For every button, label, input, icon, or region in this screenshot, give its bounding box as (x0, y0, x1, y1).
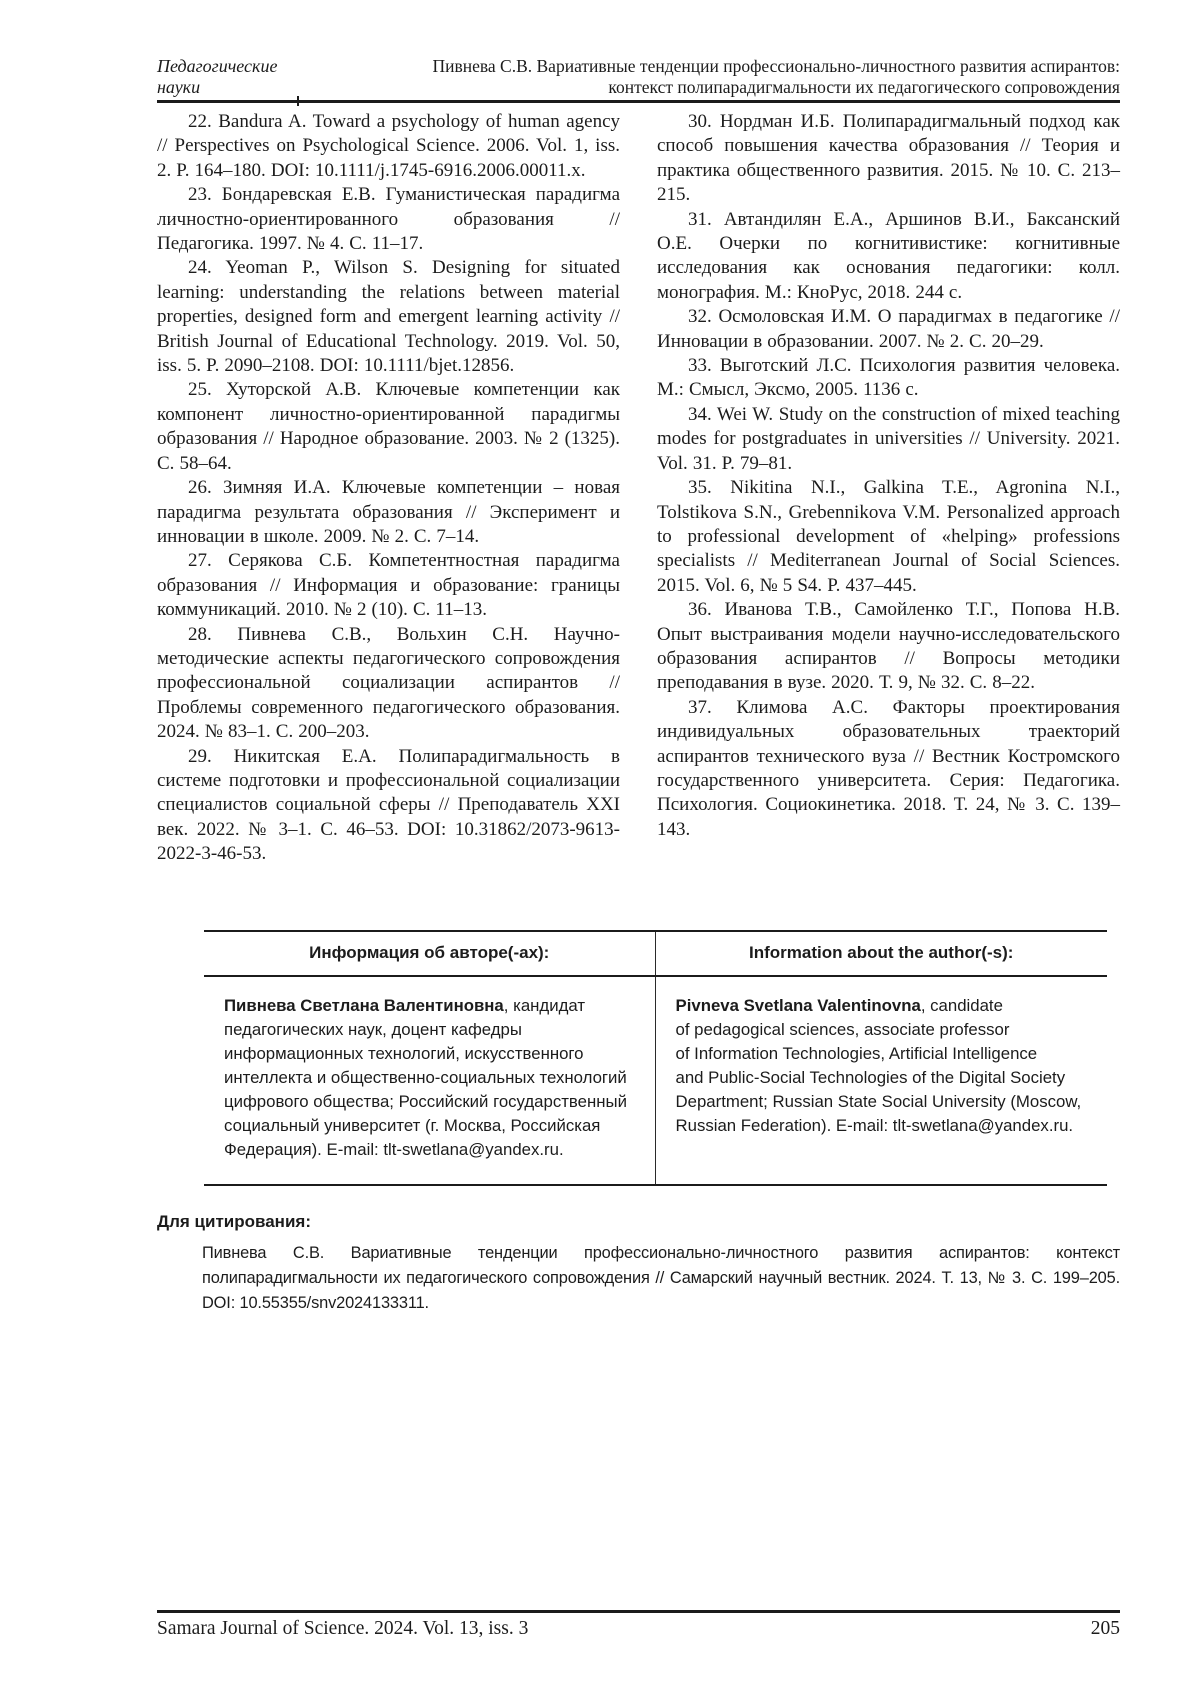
reference-item: 36. Иванова Т.В., Самойленко Т.Г., Попова Н.В. Опыт выстраивания модели научно-исследовательского образования аспирантов // Вопросы методики преподавания в вузе. 2020. Т. 9, № 32. С. 8–22. (657, 599, 1120, 694)
author-info-table (204, 930, 1107, 1186)
author-name-en: Pivneva Svetlana Valentinovna (675, 995, 921, 1015)
page-number: 205 (1090, 1618, 1120, 1639)
author-info-en-line: of pedagogical sciences, associate professor (675, 1019, 1010, 1039)
references-column-left (157, 110, 620, 867)
author-info-ru-line0-rest: , кандидат (503, 995, 586, 1015)
author-info-en-line: Russian Federation). E-mail: tlt-swetlana@yandex.ru. (675, 1115, 1074, 1135)
author-info-ru-line: информационных технологий, искусственного (224, 1043, 584, 1063)
author-info-ru-line: педагогических наук, доцент кафедры (224, 1019, 522, 1039)
author-info-en-line (676, 994, 1084, 1018)
author-table-body-row (204, 977, 1107, 1184)
section-title-line2: науки (157, 76, 201, 97)
reference-item: 26. Зимняя И.А. Ключевые компетенции – новая парадигма результата образования // Эксперимент и инновации в школе. 2009. № 2. С. 7–14. (157, 477, 620, 547)
reference-item: 33. Выготский Л.С. Психология развития человека. М.: Смысл, Эксмо, 2005. 1136 с. (657, 355, 1120, 401)
reference-item: 30. Нордман И.Б. Полипарадигмальный подход как способ повышения качества образования // Теория и практика общественного развития. 2015. № 10. С. 213–215. (657, 111, 1120, 206)
reference-item: 25. Хуторской А.В. Ключевые компетенции как компонент личностно-ориентированной парадигмы образования // Народное образование. 2003. № 2 (1325). С. 58–64. (157, 379, 620, 474)
author-table-header-row (204, 932, 1107, 977)
author-info-en-line: and Public-Social Technologies of the Digital Society (675, 1067, 1066, 1087)
reference-item: 34. Wei W. Study on the construction of mixed teaching modes for postgraduates in universities // University. 2021. Vol. 31. P. 79–81. (657, 403, 1120, 474)
author-table-header-en: Information about the author(-s): (749, 942, 1014, 962)
author-info-en-line: of Information Technologies, Artificial Intelligence (675, 1043, 1038, 1063)
citation-text: Пивнева С.В. Вариативные тенденции профессионально-личностного развития аспирантов: контекст полипарадигмальности их педагогического сопровождения // Самарский научный вестник. 2024. Т. 13, № 3. С. 199–205. DOI: 10.55355/snv2024133311. (202, 1243, 1120, 1312)
reference-item: 31. Автандилян Е.А., Аршинов В.И., Баксанский О.Е. Очерки по когнитивистике: когнитивные исследования как основания педагогики: колл. монография. М.: КноРус, 2018. 244 с. (657, 208, 1120, 303)
header-rule-tick (297, 96, 299, 106)
author-info-ru-line: Федерация). E-mail: tlt-swetlana@yandex.ru. (224, 1139, 564, 1159)
reference-item: 37. Климова А.С. Факторы проектирования индивидуальных образовательных траекторий аспирантов технического вуза // Вестник Костромского государственного университета. Серия: Педагогика. Психология. Социокинетика. 2018. Т. 24, № 3. С. 139–143. (657, 696, 1120, 840)
author-info-ru (204, 977, 656, 1184)
page-footer (157, 1610, 1120, 1640)
reference-item: 29. Никитская Е.А. Полипарадигмальность в системе подготовки и профессиональной социализации специалистов социальной сферы // Преподаватель XXI век. 2022. № 3–1. С. 46–53. DOI: 10.31862/2073-9613-2022-3-46-53. (157, 745, 620, 865)
reference-item: 27. Серякова С.Б. Компетентностная парадигма образования // Информация и образование: границы коммуникаций. 2010. № 2 (10). С. 11–13. (157, 550, 620, 621)
section-title-line1: Педагогические (157, 56, 278, 76)
author-info-ru-line: социальный университет (г. Москва, Российская (224, 1115, 601, 1135)
author-info-en-line: Department; Russian State Social University (Moscow, (675, 1091, 1082, 1111)
author-info-ru-line: цифрового общества; Российский государственный (224, 1091, 627, 1111)
author-table-header-ru: Информация об авторе(-ах): (204, 932, 656, 975)
author-info-ru-line (224, 994, 631, 1018)
running-head (157, 0, 1120, 103)
reference-item: 35. Nikitina N.I., Galkina T.E., Agronina N.I., Tolstikova S.N., Grebennikova V.M. Personalized approach to professional development of «helping» professions specialists // Mediterranean Journal of Social Sciences. 2015. Vol. 6, № 5 S4. P. 437–445. (657, 477, 1120, 596)
author-info-ru-line: интеллекта и общественно-социальных технологий (224, 1067, 627, 1087)
author-info-en-line0-rest: , candidate (920, 995, 1003, 1015)
author-name-ru: Пивнева Светлана Валентиновна (224, 995, 504, 1015)
citation-block (157, 1212, 1120, 1316)
section-title (157, 56, 277, 97)
references-column-right (657, 110, 1120, 867)
footer-journal-title: Samara Journal of Science. 2024. Vol. 13, iss. 3 (157, 1618, 529, 1639)
reference-item: 28. Пивнева С.В., Вольхин С.Н. Научно-методические аспекты педагогического сопровождения профессиональной социализации аспирантов // Проблемы современного педагогического образования. 2024. № 83–1. С. 200–203. (157, 623, 620, 743)
article-title-line2: контекст полипарадигмальности их педагогического сопровождения (608, 76, 1120, 97)
article-title-line1: Пивнева С.В. Вариативные тенденции профессионально-личностного развития аспирантов: (432, 56, 1120, 76)
references-list (157, 110, 1120, 867)
reference-item: 22. Bandura A. Toward a psychology of human agency // Perspectives on Psychological Science. 2006. Vol. 1, iss. 2. P. 164–180. DOI: 10.1111/j.1745-6916.2006.00011.x. (157, 111, 620, 181)
page-content (157, 0, 1120, 1316)
citation-label: Для цитирования: (157, 1211, 311, 1231)
author-info-en (656, 977, 1108, 1184)
article-running-title (432, 56, 1120, 97)
reference-item: 24. Yeoman P., Wilson S. Designing for situated learning: understanding the relations between material properties, designed form and emergent learning activity // British Journal of Educational Technology. 2019. Vol. 50, iss. 5. P. 2090–2108. DOI: 10.1111/bjet.12856. (157, 257, 620, 377)
reference-item: 32. Осмоловская И.М. О парадигмах в педагогике // Инновации в образовании. 2007. № 2. С. 20–29. (657, 306, 1120, 352)
reference-item: 23. Бондаревская Е.В. Гуманистическая парадигма личностно-ориентированного образования // Педагогика. 1997. № 4. С. 11–17. (157, 184, 620, 255)
